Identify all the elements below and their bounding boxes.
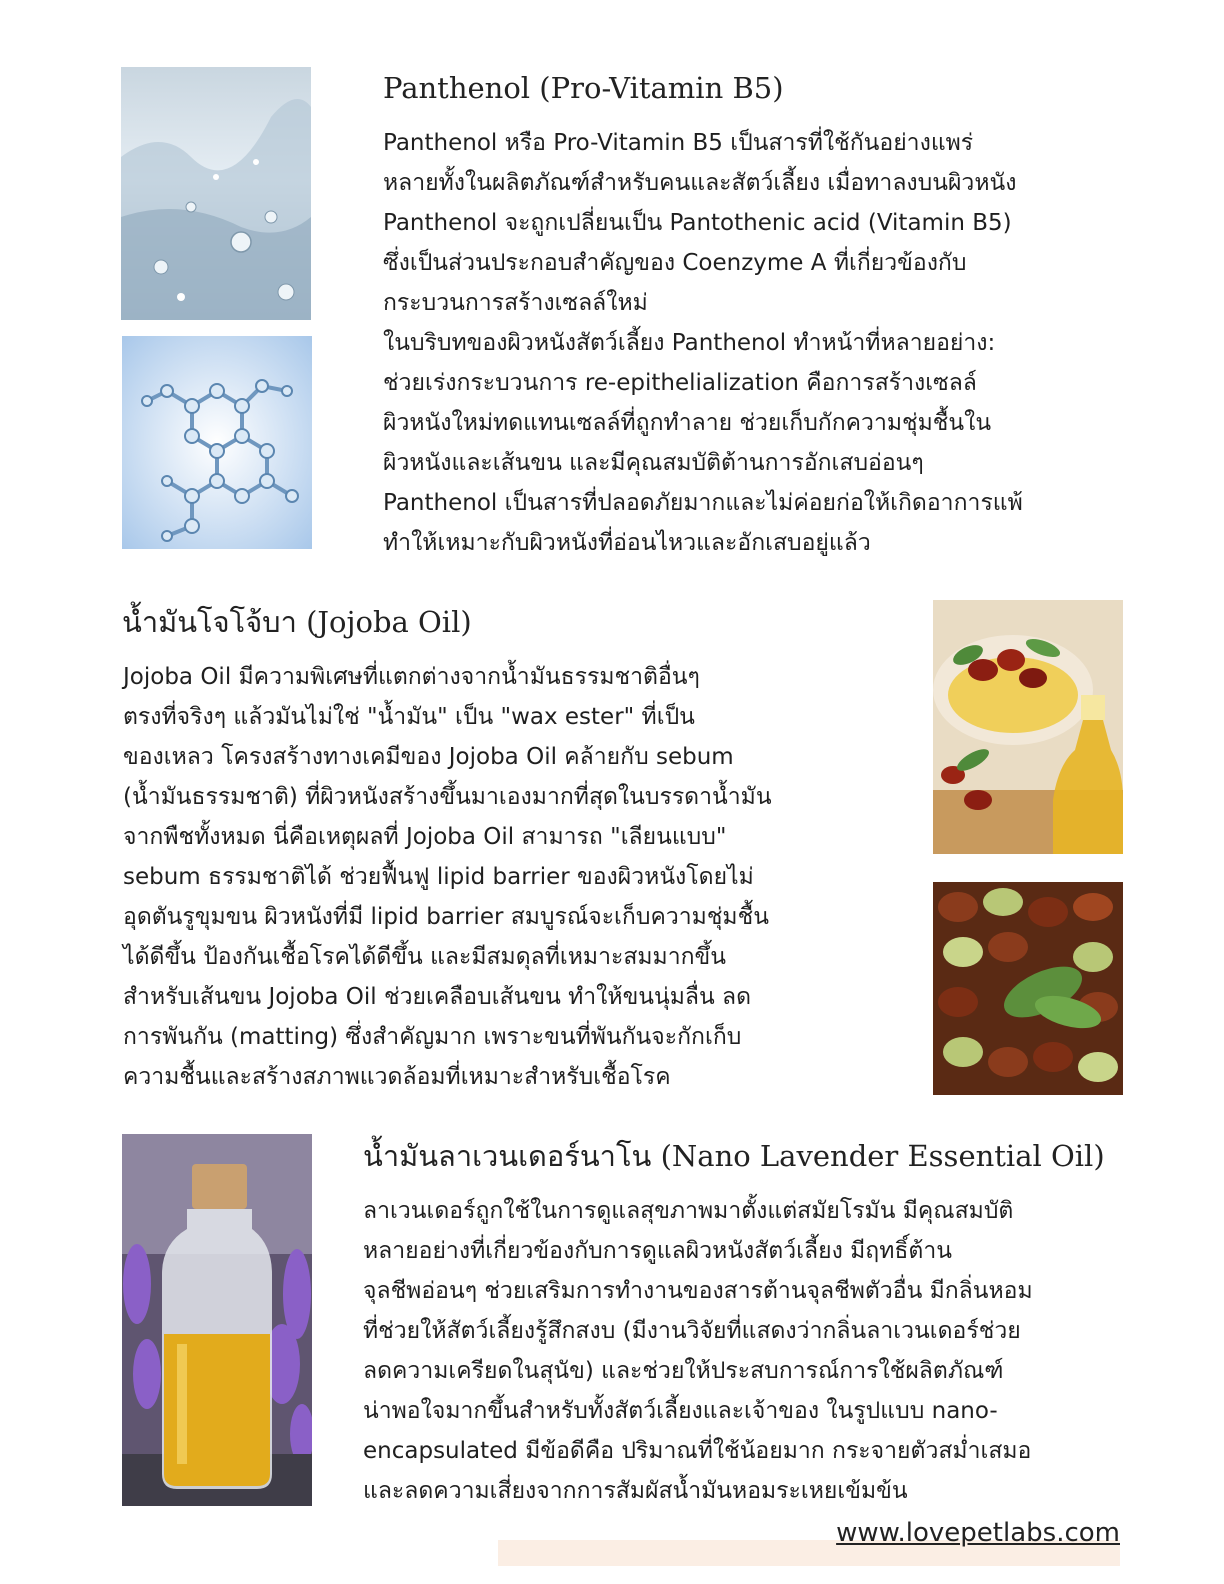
molecule-structure-image [122, 336, 312, 549]
lavender-line: จุลชีพอ่อนๆ ช่วยเสริมการทำงานของสารต้านจุลชีพตัวอื่น มีกลิ่นหอม [363, 1278, 1033, 1304]
lavender-line: หลายอย่างที่เกี่ยวข้องกับการดูแลผิวหนังสัตว์เลี้ยง มีฤทธิ์ต้าน [363, 1238, 952, 1264]
jojoba-line: ตรงที่จริงๆ แล้วมันไม่ใช่ "น้ำมัน" เป็น "wax ester" ที่เป็น [123, 704, 695, 730]
jojoba-beans-and-oil-photo [933, 600, 1123, 854]
website-link[interactable]: www.lovepetlabs.com [836, 1518, 1120, 1548]
lavender-line: ที่ช่วยให้สัตว์เลี้ยงรู้สึกสงบ (มีงานวิจัยที่แสดงว่ากลิ่นลาเวนเดอร์ช่วย [363, 1318, 1021, 1344]
jojoba-line: ได้ดีขึ้น ป้องกันเชื้อโรคได้ดีขึ้น และมีสมดุลที่เหมาะสมมากขึ้น [123, 944, 726, 970]
lavender-line: ลดความเครียดในสุนัข) และช่วยให้ประสบการณ์การใช้ผลิตภัณฑ์ [363, 1358, 1004, 1384]
lavender-line: และลดความเสี่ยงจากการสัมผัสน้ำมันหอมระเหยเข้มข้น [363, 1478, 908, 1504]
jojoba-text [123, 657, 772, 1097]
lavender-title [363, 1136, 1105, 1176]
jojoba-title-english: (Jojoba Oil) [306, 605, 472, 639]
jojoba-line: อุดตันรูขุมขน ผิวหนังที่มี lipid barrier สมบูรณ์จะเก็บความชุ่มชื้น [123, 904, 769, 930]
jojoba-line: สำหรับเส้นขน Jojoba Oil ช่วยเคลือบเส้นขน ทำให้ขนนุ่มลื่น ลด [123, 984, 752, 1010]
panthenol-line: Panthenol เป็นสารที่ปลอดภัยมากและไม่ค่อยก่อให้เกิดอาการแพ้ [383, 490, 1023, 516]
lavender-oil-bottle-photo [122, 1134, 312, 1506]
panthenol-line: ผิวหนังใหม่ทดแทนเซลล์ที่ถูกทำลาย ช่วยเก็บกักความชุ่มชื้นใน [383, 410, 992, 436]
jojoba-title [122, 602, 472, 642]
panthenol-line: กระบวนการสร้างเซลล์ใหม่ [383, 290, 648, 316]
panthenol-title: Panthenol (Pro-Vitamin B5) [383, 71, 784, 105]
lavender-line: น่าพอใจมากขึ้นสำหรับทั้งสัตว์เลี้ยงและเจ้าของ ในรูปแบบ nano- [363, 1398, 998, 1424]
panthenol-line: ช่วยเร่งกระบวนการ re-epithelialization คือการสร้างเซลล์ [383, 370, 977, 396]
panthenol-line: ผิวหนังและเส้นขน และมีคุณสมบัติต้านการอักเสบอ่อนๆ [383, 450, 924, 476]
panthenol-line: ซึ่งเป็นส่วนประกอบสำคัญของ Coenzyme A ที่เกี่ยวข้องกับ [383, 250, 967, 276]
jojoba-line: Jojoba Oil มีความพิเศษที่แตกต่างจากน้ำมันธรรมชาติอื่นๆ [123, 664, 700, 690]
jojoba-title-thai: น้ำมันโจโจ้บา [122, 605, 297, 639]
lavender-title-english: (Nano Lavender Essential Oil) [660, 1139, 1105, 1173]
jojoba-line: ของเหลว โครงสร้างทางเคมีของ Jojoba Oil คล้ายกับ sebum [123, 744, 734, 770]
jojoba-line: ความชื้นและสร้างสภาพแวดล้อมที่เหมาะสำหรับเชื้อโรค [123, 1064, 671, 1090]
water-drops-photo [121, 67, 311, 320]
jojoba-line: (น้ำมันธรรมชาติ) ที่ผิวหนังสร้างขึ้นมาเองมากที่สุดในบรรดาน้ำมัน [123, 784, 772, 810]
lavender-text [363, 1191, 1033, 1511]
lavender-title-thai: น้ำมันลาเวนเดอร์นาโน [363, 1139, 652, 1173]
panthenol-text [383, 123, 1023, 563]
panthenol-line: ทำให้เหมาะกับผิวหนังที่อ่อนไหวและอักเสบอยู่แล้ว [383, 530, 871, 556]
jojoba-line: การพันกัน (matting) ซึ่งสำคัญมาก เพราะขนที่พันกันจะกักเก็บ [123, 1024, 742, 1050]
panthenol-line: หลายทั้งในผลิตภัณฑ์สำหรับคนและสัตว์เลี้ยง เมื่อทาลงบนผิวหนัง [383, 170, 1017, 196]
jojoba-line: sebum ธรรมชาติได้ ช่วยฟื้นฟู lipid barrier ของผิวหนังโดยไม่ [123, 864, 754, 890]
panthenol-line: Panthenol จะถูกเปลี่ยนเป็น Pantothenic acid (Vitamin B5) [383, 210, 1012, 236]
lavender-line: encapsulated มีข้อดีคือ ปริมาณที่ใช้น้อยมาก กระจายตัวสม่ำเสมอ [363, 1438, 1032, 1464]
jojoba-seeds-photo [933, 882, 1123, 1095]
panthenol-line: ในบริบทของผิวหนังสัตว์เลี้ยง Panthenol ทำหน้าที่หลายอย่าง: [383, 330, 996, 356]
jojoba-line: จากพืชทั้งหมด นี่คือเหตุผลที่ Jojoba Oil สามารถ "เลียนแบบ" [123, 824, 727, 850]
lavender-line: ลาเวนเดอร์ถูกใช้ในการดูแลสุขภาพมาตั้งแต่สมัยโรมัน มีคุณสมบัติ [363, 1198, 1014, 1224]
panthenol-line: Panthenol หรือ Pro-Vitamin B5 เป็นสารที่ใช้กันอย่างแพร่ [383, 130, 974, 156]
